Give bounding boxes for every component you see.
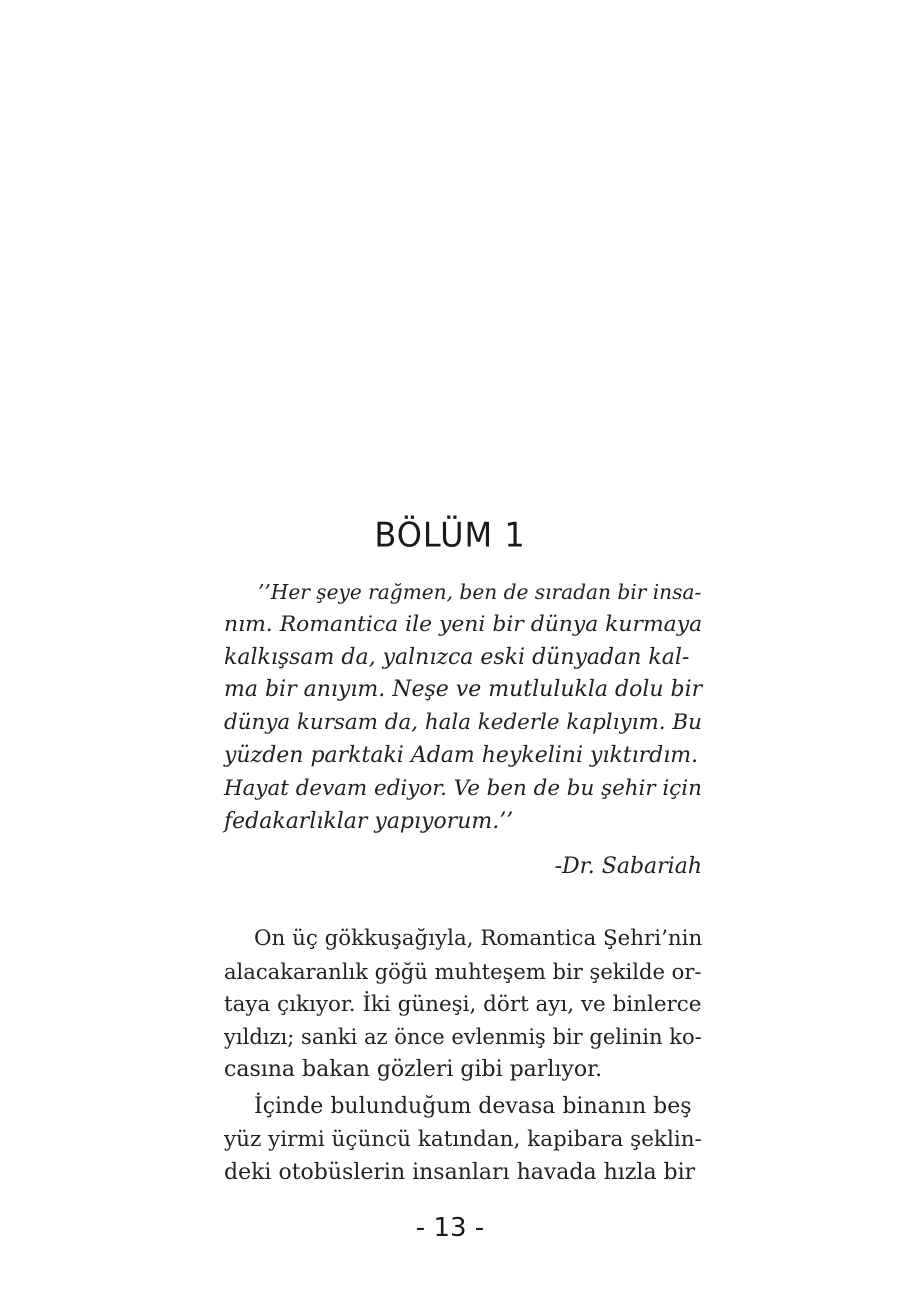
body-line: İçinde bulunduğum devasa binanın beş [254,1094,692,1119]
body-paragraph-2 [224,1091,702,1189]
chapter-title: BÖLÜM 1 [374,515,526,555]
epigraph-line: dünya kursam da, hala kederle kaplıyım. Bu [224,710,702,736]
page-number: - 13 - [415,1213,485,1243]
body-line: casına bakan gözleri gibi parlıyor. [224,1057,603,1083]
body-line: On üç gökkuşağıyla, Romantica Şehri’nin [254,926,703,951]
epigraph-line: ’’Her şeye rağmen, ben de sıradan bir insa- [258,580,702,604]
body-paragraph-1 [224,923,702,1087]
epigraph-line: kalkışsam da, yalnızca eski dünyadan kal- [224,644,690,670]
body-line: deki otobüslerin insanları havada hızla bir [224,1159,696,1185]
epigraph-quote [224,576,702,838]
body-line: yıldızı; sanki az önce evlenmiş bir gelinin ko- [224,1024,702,1050]
epigraph-line: Hayat devam ediyor. Ve ben de bu şehir için [224,775,702,801]
body-line: taya çıkıyor. İki güneşi, dört ayı, ve binlerce [224,991,702,1017]
epigraph-line: nım. Romantica ile yeni bir dünya kurmaya [224,611,703,637]
epigraph-line: yüzden parktaki Adam heykelini yıktırdım. [224,742,699,768]
body-line: yüz yirmi üçüncü katından, kapibara şeklin- [224,1126,702,1152]
body-line: alacakaranlık göğü muhteşem bir şekilde or- [224,958,702,984]
epigraph-attribution: -Dr. Sabariah [554,854,702,879]
epigraph-line: ma bir anıyım. Neşe ve mutlulukla dolu bir [224,677,703,703]
epigraph-line: fedakarlıklar yapıyorum.’’ [224,808,514,834]
